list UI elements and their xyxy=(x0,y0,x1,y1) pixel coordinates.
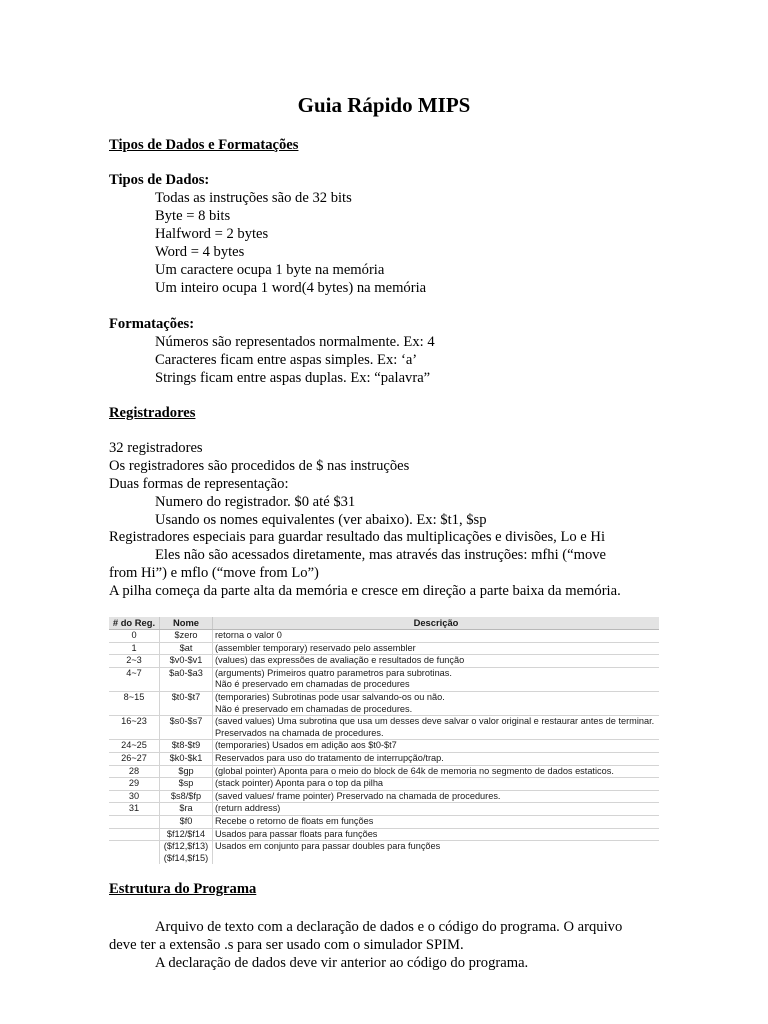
register-number-cell: 29 xyxy=(109,778,160,791)
list-item: Byte = 8 bits xyxy=(155,208,231,224)
section-heading-registradores: Registradores xyxy=(109,405,196,421)
register-description-line: Reservados para uso do tratamento de interrupção/trap. xyxy=(215,752,444,763)
table-row xyxy=(109,803,659,816)
register-description-line: Não é preservado em chamadas de procedures. xyxy=(215,703,413,714)
register-name: $f0 xyxy=(179,815,193,826)
list-item: Word = 4 bytes xyxy=(155,244,245,260)
list-item: Todas as instruções são de 32 bits xyxy=(155,190,352,206)
register-description-cell xyxy=(213,815,660,828)
register-name: $k0-$k1 xyxy=(169,752,203,763)
table-row xyxy=(109,815,659,828)
register-description-line: Usados em conjunto para passar doubles para funções xyxy=(215,841,441,852)
register-description-line: (values) das expressões de avaliação e resultados de função xyxy=(215,655,465,666)
list-item: Strings ficam entre aspas duplas. Ex: “palavra” xyxy=(155,370,431,386)
register-name-cell xyxy=(160,691,213,715)
register-name: ($f12,$f13) xyxy=(163,841,209,852)
list-item: Números são representados normalmente. Ex: 4 xyxy=(155,334,435,350)
paragraph-line: 32 registradores xyxy=(109,440,203,456)
paragraph-line: Arquivo de texto com a declaração de dados e o código do programa. O arquivo xyxy=(155,919,623,935)
register-number-cell: 4~7 xyxy=(109,667,160,691)
register-number-cell: 28 xyxy=(109,765,160,778)
register-description-line: retorna o valor 0 xyxy=(215,630,282,640)
register-description-line: (temporaries) Subrotinas pode usar salvando-os ou não. xyxy=(215,691,445,702)
register-name-cell xyxy=(160,841,213,865)
register-description-line: (stack pointer) Aponta para o top da pilha xyxy=(215,778,384,789)
register-name: $s0-$s7 xyxy=(169,716,203,727)
register-description-cell xyxy=(213,642,660,655)
table-header-row xyxy=(109,617,659,630)
paragraph-line: deve ter a extensão .s para ser usado com o simulador SPIM. xyxy=(109,937,464,953)
register-description-line: Usados para passar floats para funções xyxy=(215,828,378,839)
register-name-cell xyxy=(160,716,213,740)
register-number-cell xyxy=(109,828,160,841)
table-row xyxy=(109,790,659,803)
register-description-cell xyxy=(213,803,660,816)
paragraph-line: Registradores especiais para guardar resultado das multiplicações e divisões, Lo e Hi xyxy=(109,529,606,545)
register-number-cell: 31 xyxy=(109,803,160,816)
register-name-cell xyxy=(160,803,213,816)
register-description-cell xyxy=(213,778,660,791)
register-description-line: (return address) xyxy=(215,803,281,814)
table-row xyxy=(109,655,659,668)
column-header-name: Nome xyxy=(160,617,213,630)
register-number-cell: 24~25 xyxy=(109,740,160,753)
register-name-cell xyxy=(160,630,213,643)
register-description-cell xyxy=(213,630,660,643)
register-description-cell xyxy=(213,740,660,753)
register-description-line: (saved values) Uma subrotina que usa um desses deve salvar o valor original e restaurar antes de terminar. xyxy=(215,716,655,727)
register-description-cell xyxy=(213,655,660,668)
register-description-cell xyxy=(213,828,660,841)
register-description-line: Preservados na chamada de procedures. xyxy=(215,727,384,738)
register-description-line: (saved values/ frame pointer) Preservado na chamada de procedures. xyxy=(215,790,501,801)
register-description-line: (global pointer) Aponta para o meio do block de 64k de memoria no segmento de dados estaticos. xyxy=(215,765,614,776)
table-row xyxy=(109,765,659,778)
register-name: ($f14,$f15) xyxy=(163,852,209,863)
register-name-cell xyxy=(160,828,213,841)
register-name: $t0-$t7 xyxy=(171,691,201,702)
register-number-cell: 16~23 xyxy=(109,716,160,740)
register-number-cell: 26~27 xyxy=(109,752,160,765)
register-description-line: (arguments) Primeiros quatro parametros para subrotinas. xyxy=(215,667,452,678)
column-header-description: Descrição xyxy=(213,617,660,630)
page-title: Guia Rápido MIPS xyxy=(297,93,471,117)
list-item: Halfword = 2 bytes xyxy=(155,226,269,242)
section-heading-estrutura: Estrutura do Programa xyxy=(109,881,257,897)
register-number-cell xyxy=(109,841,160,865)
subheading-formatacoes: Formatações: xyxy=(109,316,195,332)
table-row xyxy=(109,630,659,643)
subheading-tipos-de-dados: Tipos de Dados: xyxy=(109,172,210,188)
register-name-cell xyxy=(160,655,213,668)
table-row xyxy=(109,642,659,655)
register-name: $f12/$f14 xyxy=(166,828,206,839)
table-row xyxy=(109,778,659,791)
paragraph-line: A declaração de dados deve vir anterior ao código do programa. xyxy=(155,955,529,971)
register-name-cell xyxy=(160,790,213,803)
register-table-body xyxy=(109,630,659,865)
register-description-cell xyxy=(213,841,660,865)
paragraph-line: Eles não são acessados diretamente, mas através das instruções: mfhi (“move xyxy=(155,547,607,563)
register-name: $v0-$v1 xyxy=(169,655,203,666)
paragraph-line: Numero do registrador. $0 até $31 xyxy=(155,494,356,510)
table-row xyxy=(109,828,659,841)
register-name: $gp xyxy=(178,765,194,776)
register-table xyxy=(109,617,659,864)
list-item: Caracteres ficam entre aspas simples. Ex: ‘a’ xyxy=(155,352,418,368)
register-description-cell xyxy=(213,790,660,803)
table-row xyxy=(109,841,659,865)
register-description-line: (temporaries) Usados em adição aos $t0-$t7 xyxy=(215,740,397,751)
register-number-cell xyxy=(109,815,160,828)
register-name-cell xyxy=(160,765,213,778)
register-name: $s8/$fp xyxy=(170,790,202,801)
paragraph-line: from Hi”) e mflo (“move from Lo”) xyxy=(109,565,319,581)
register-number-cell: 2~3 xyxy=(109,655,160,668)
register-name-cell xyxy=(160,642,213,655)
register-description-line: Não é preservado em chamadas de procedures xyxy=(215,679,410,690)
column-header-reg-number: # do Reg. xyxy=(109,617,160,630)
table-row xyxy=(109,667,659,691)
register-name-cell xyxy=(160,778,213,791)
table-row xyxy=(109,752,659,765)
register-description-cell xyxy=(213,765,660,778)
paragraph-line: A pilha começa da parte alta da memória e cresce em direção a parte baixa da memória. xyxy=(109,583,621,599)
register-name: $ra xyxy=(179,803,193,814)
table-row xyxy=(109,740,659,753)
register-description-cell xyxy=(213,716,660,740)
register-number-cell: 8~15 xyxy=(109,691,160,715)
register-name: $zero xyxy=(174,630,198,640)
table-row xyxy=(109,716,659,740)
register-number-cell: 30 xyxy=(109,790,160,803)
register-name-cell xyxy=(160,815,213,828)
section-heading-tipos-formatacoes: Tipos de Dados e Formatações xyxy=(109,137,299,153)
register-name: $sp xyxy=(178,778,194,789)
paragraph-line: Os registradores são procedidos de $ nas instruções xyxy=(109,458,410,474)
register-name-cell xyxy=(160,667,213,691)
list-item: Um caractere ocupa 1 byte na memória xyxy=(155,262,385,278)
list-item: Um inteiro ocupa 1 word(4 bytes) na memória xyxy=(155,280,427,296)
register-name: $t8-$t9 xyxy=(171,740,201,751)
paragraph-line: Usando os nomes equivalentes (ver abaixo). Ex: $t1, $sp xyxy=(155,512,487,528)
register-name: $at xyxy=(179,642,193,653)
register-name: $a0-$a3 xyxy=(169,667,203,678)
register-name-cell xyxy=(160,752,213,765)
register-number-cell: 0 xyxy=(109,630,160,643)
register-description-cell xyxy=(213,667,660,691)
table-row xyxy=(109,691,659,715)
register-number-cell: 1 xyxy=(109,642,160,655)
register-description-cell xyxy=(213,752,660,765)
register-description-line: (assembler temporary) reservado pelo assembler xyxy=(215,642,416,653)
register-name-cell xyxy=(160,740,213,753)
paragraph-line: Duas formas de representação: xyxy=(109,476,289,492)
register-description-cell xyxy=(213,691,660,715)
register-description-line: Recebe o retorno de floats em funções xyxy=(215,815,374,826)
